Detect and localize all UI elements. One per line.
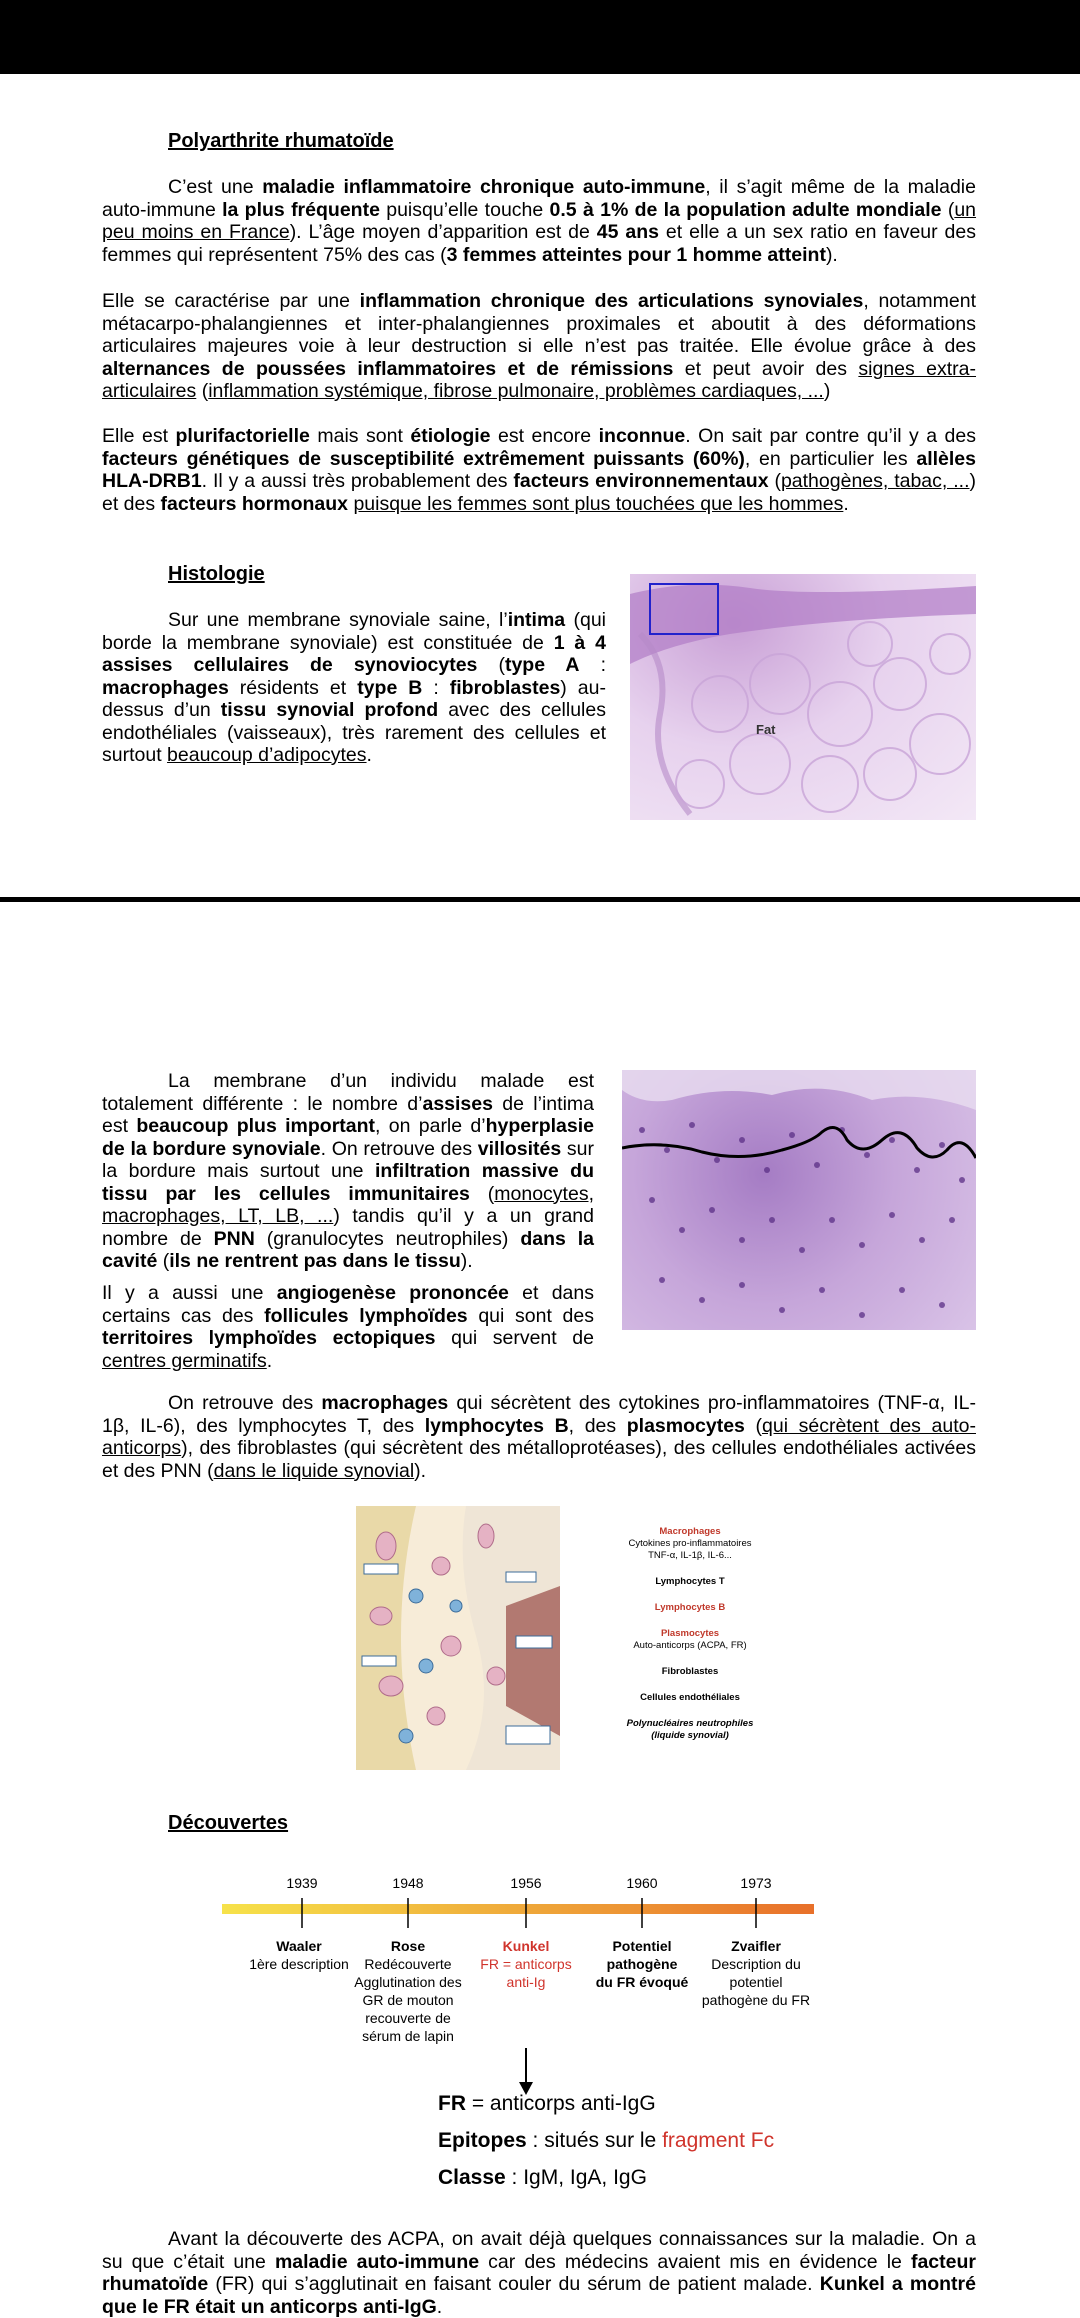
fr-classe: Classe : IgM, IgA, IgG (438, 2166, 647, 2189)
decouvertes-heading: Découvertes (168, 1812, 289, 1834)
pr-paragraph-3: Elle est plurifactorielle mais sont étiologie est encore inconnue. On sait par contre qu’il y a des facteurs génétiques de susceptibilité extrêmement puissants (60%), en particulier les allèles HLA-DRB1. Il y a aussi très probablement des facteurs environnementaux (pathogènes, tabac, ...) et des facteurs hormonaux puisque les femmes sont plus touchées que les hommes. (102, 425, 976, 515)
malade-paragraph-3: On retrouve des macrophages qui sécrètent des cytokines pro-inflammatoires (TNF-α, IL-1β, IL-6), des lymphocytes T, des lymphocytes B, des plasmocytes (qui sécrètent des auto-anticorps), des fibroblastes (qui sécrètent des métalloprotéases), des cellules endothéliales activées et des PNN (dans le liquide synovial). (102, 1392, 976, 1482)
lt-label: Lymphocytes T (655, 1576, 725, 1587)
fibroblastes-label: Fibroblastes (661, 1666, 719, 1677)
timeline-bar (222, 1898, 814, 1938)
macrophages-sub1: Cytokines pro-inflammatoires (628, 1538, 752, 1549)
malade-paragraph-2: Il y a aussi une angiogenèse prononcée et dans certains cas des follicules lymphoïdes qui sont des territoires lymphoïdes ectopiques qui servent de centres germinatifs. (102, 1282, 594, 1372)
malade-paragraph-1: La membrane d’un individu malade est totalement différente : le nombre d’assises de l’intima est beaucoup plus important, on parle d’hyperplasie de la bordure synoviale. On retrouve des villosités sur la bordure mais surtout une infiltration massive du tissu par les cellules immunitaires (monocytes, macrophages, LT, LB, ...) tandis qu’il y a un grand nombre de PNN (granulocytes neutrophiles) dans la cavité (ils ne rentrent pas dans le tissu). (102, 1070, 595, 1272)
synovium-cell-diagram (356, 1506, 560, 1770)
histo-paragraph: Sur une membrane synoviale saine, l’intima (qui borde la membrane synoviale) est constituée de 1 à 4 assises cellulaires de synoviocytes (type A : macrophages résidents et type B : fibroblastes) au-dessus d’un tissu synovial profond avec des cellules endothéliales (vaisseaux), très rarement des cellules et surtout beaucoup d’adipocytes. (102, 609, 606, 766)
pr-paragraph-2: Elle se caractérise par une inflammation chronique des articulations synoviales, notamment métacarpo-phalangiennes et inter-phalangiennes proximales et aboutit à des déformations articulaires majeures voie à leur destruction si elle n’est pas traitée. Elle évolue grâce à des alternances de poussées inflammatoires et de rémissions et peut avoir des signes extra-articulaires (inflammation systémique, fibrose pulmonaire, problèmes cardiaques, ...) (102, 290, 977, 402)
year-1956: 1956 (510, 1875, 542, 1891)
macrophages-label: Macrophages (659, 1526, 721, 1537)
cut-off-text: déclenchants (tabac, bactéries, virus, ...) (124, 50, 475, 72)
healthy-synovium-image (630, 574, 976, 820)
histo-heading: Histologie (168, 563, 265, 585)
plasmocytes-label: Plasmocytes (660, 1628, 720, 1639)
year-1973: 1973 (740, 1875, 772, 1891)
fr-definition: FR = anticorps anti-IgG (438, 2092, 656, 2115)
event-zvaifler: Zvaifler Description du potentiel pathogène du FR (701, 1938, 811, 2008)
event-potentiel: Potentiel pathogène du FR évoqué (595, 1938, 689, 1990)
year-1939: 1939 (286, 1875, 318, 1891)
event-waaler: Waaler 1ère description (249, 1938, 349, 1972)
year-1948: 1948 (392, 1875, 424, 1891)
down-arrow-icon (516, 2048, 536, 2096)
page-separator (0, 897, 1080, 902)
plasmocytes-sub: Auto-anticorps (ACPA, FR) (633, 1640, 747, 1651)
fat-label: Fat (756, 722, 776, 737)
pnn-sub: (liquide synovial) (651, 1730, 729, 1741)
pr-paragraph-1: C’est une maladie inflammatoire chronique auto-immune, il s’agit même de la maladie auto-immune la plus fréquente puisqu’elle touche 0.5 à 1% de la population adulte mondiale (un peu moins en France). L’âge moyen d’apparition est de 45 ans et elle a un sex ratio en faveur des femmes qui représentent 75% des cas (3 femmes atteintes pour 1 homme atteint). (102, 176, 977, 266)
final-paragraph: Avant la découverte des ACPA, on avait déjà quelques connaissances sur la maladie. On a su que c’était une maladie auto-immune car des médecins avaient mis en évidence le facteur rhumatoïde (FR) qui s’agglutinait en faisant couler du sérum de patient malade. Kunkel a montré que le FR était un anticorps anti-IgG. (102, 2228, 976, 2318)
pnn-label: Polynucléaires neutrophiles (626, 1718, 754, 1729)
event-rose: Rose Redécouverte Agglutination des GR de mouton recouverte de sérum de lapin (354, 1938, 462, 2044)
endothelial-label: Cellules endothéliales (640, 1692, 740, 1703)
diseased-synovium-image (622, 1070, 976, 1330)
year-1960: 1960 (626, 1875, 658, 1891)
event-kunkel: Kunkel FR = anticorps anti-Ig (480, 1938, 572, 1990)
pr-heading: Polyarthrite rhumatoïde (168, 130, 394, 152)
macrophages-sub2: TNF-α, IL-1β, IL-6... (648, 1550, 732, 1561)
cell-type-list (580, 1526, 800, 1742)
lb-label: Lymphocytes B (654, 1602, 726, 1613)
fr-epitopes: Epitopes : situés sur le fragment Fc (438, 2129, 775, 2152)
